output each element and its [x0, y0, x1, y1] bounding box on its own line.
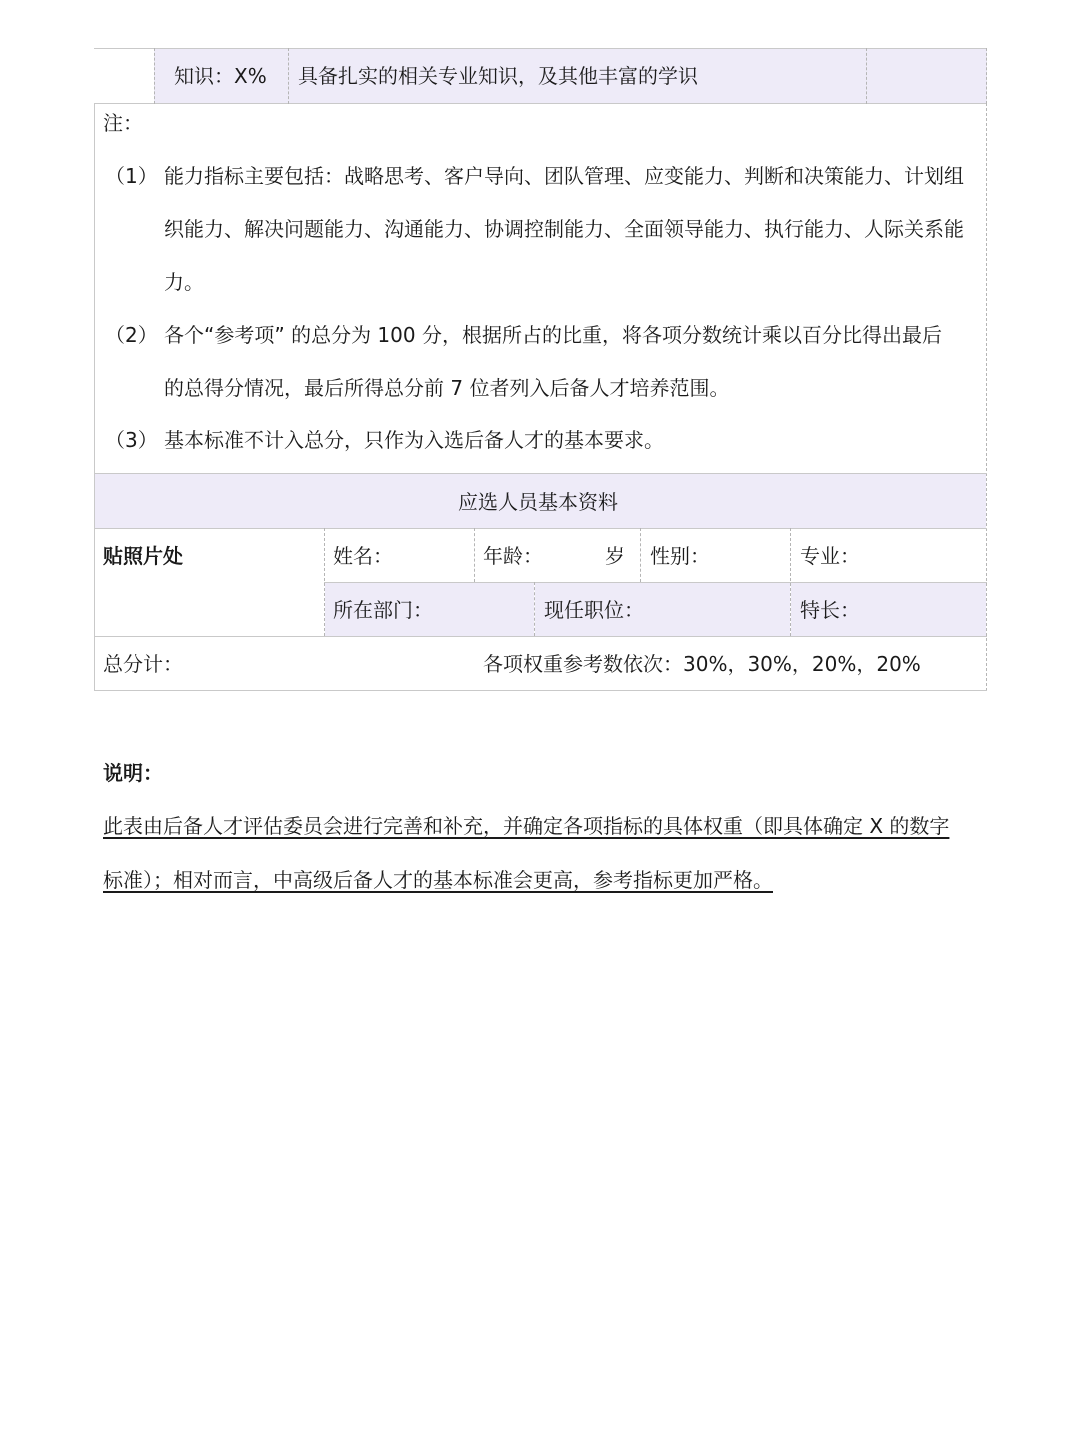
- table-border: [986, 103, 987, 691]
- cell-divider: [640, 528, 641, 582]
- photo-area-label: 贴照片处: [103, 544, 183, 568]
- cell-divider: [154, 48, 155, 104]
- notes-heading: 注：: [103, 111, 143, 135]
- table-border: [94, 636, 987, 637]
- name-label: 姓名：: [333, 544, 393, 568]
- note-line: 力。: [164, 270, 204, 294]
- note-number: （2）: [105, 323, 158, 347]
- table-border: [94, 103, 95, 691]
- table-border: [94, 690, 987, 691]
- gender-label: 性别：: [650, 544, 710, 568]
- note-line: 基本标准不计入总分，只作为入选后备人才的基本要求。: [164, 428, 664, 452]
- cell-divider: [288, 48, 289, 104]
- table-border: [94, 48, 987, 49]
- explanation-line: 此表由后备人才评估委员会进行完善和补充，并确定各项指标的具体权重（即具体确定 X 的数字: [103, 814, 950, 838]
- note-line: 的总得分情况，最后所得总分前 7 位者列入后备人才培养范围。: [164, 376, 730, 400]
- cell-divider: [474, 528, 475, 582]
- knowledge-row: [94, 48, 987, 104]
- major-label: 专业：: [800, 544, 860, 568]
- note-number: （3）: [105, 428, 158, 452]
- age-unit: 岁: [605, 544, 625, 568]
- cell-divider: [534, 582, 535, 636]
- weights-text: 各项权重参考数依次：30%，30%，20%，20%: [483, 652, 921, 676]
- department-label: 所在部门：: [333, 598, 433, 622]
- note-line: 织能力、解决问题能力、沟通能力、协调控制能力、全面领导能力、执行能力、人际关系能: [164, 217, 964, 241]
- note-line: 能力指标主要包括：战略思考、客户导向、团队管理、应变能力、判断和决策能力、计划组: [164, 164, 964, 188]
- table-border: [94, 528, 987, 529]
- explanation-heading: 说明：: [103, 761, 163, 785]
- cell-divider: [986, 48, 987, 104]
- explanation-line: 标准）；相对而言，中高级后备人才的基本标准会更高，参考指标更加严格。: [103, 868, 773, 892]
- note-line: 各个“参考项” 的总分为 100 分，根据所占的比重，将各项分数统计乘以百分比得出最后: [164, 323, 942, 347]
- note-number: （1）: [105, 164, 158, 188]
- cell-divider: [866, 48, 867, 104]
- position-label: 现任职位：: [544, 598, 644, 622]
- basic-info-title: 应选人员基本资料: [458, 490, 618, 514]
- table-border: [94, 103, 987, 104]
- table-border: [94, 473, 987, 474]
- knowledge-extra-cell: [866, 48, 987, 104]
- specialty-label: 特长：: [800, 598, 860, 622]
- knowledge-description: 具备扎实的相关专业知识，及其他丰富的学识: [298, 64, 698, 88]
- knowledge-label: 知识：X%: [174, 64, 267, 88]
- total-score-label: 总分计：: [103, 652, 183, 676]
- age-label: 年龄：: [483, 544, 543, 568]
